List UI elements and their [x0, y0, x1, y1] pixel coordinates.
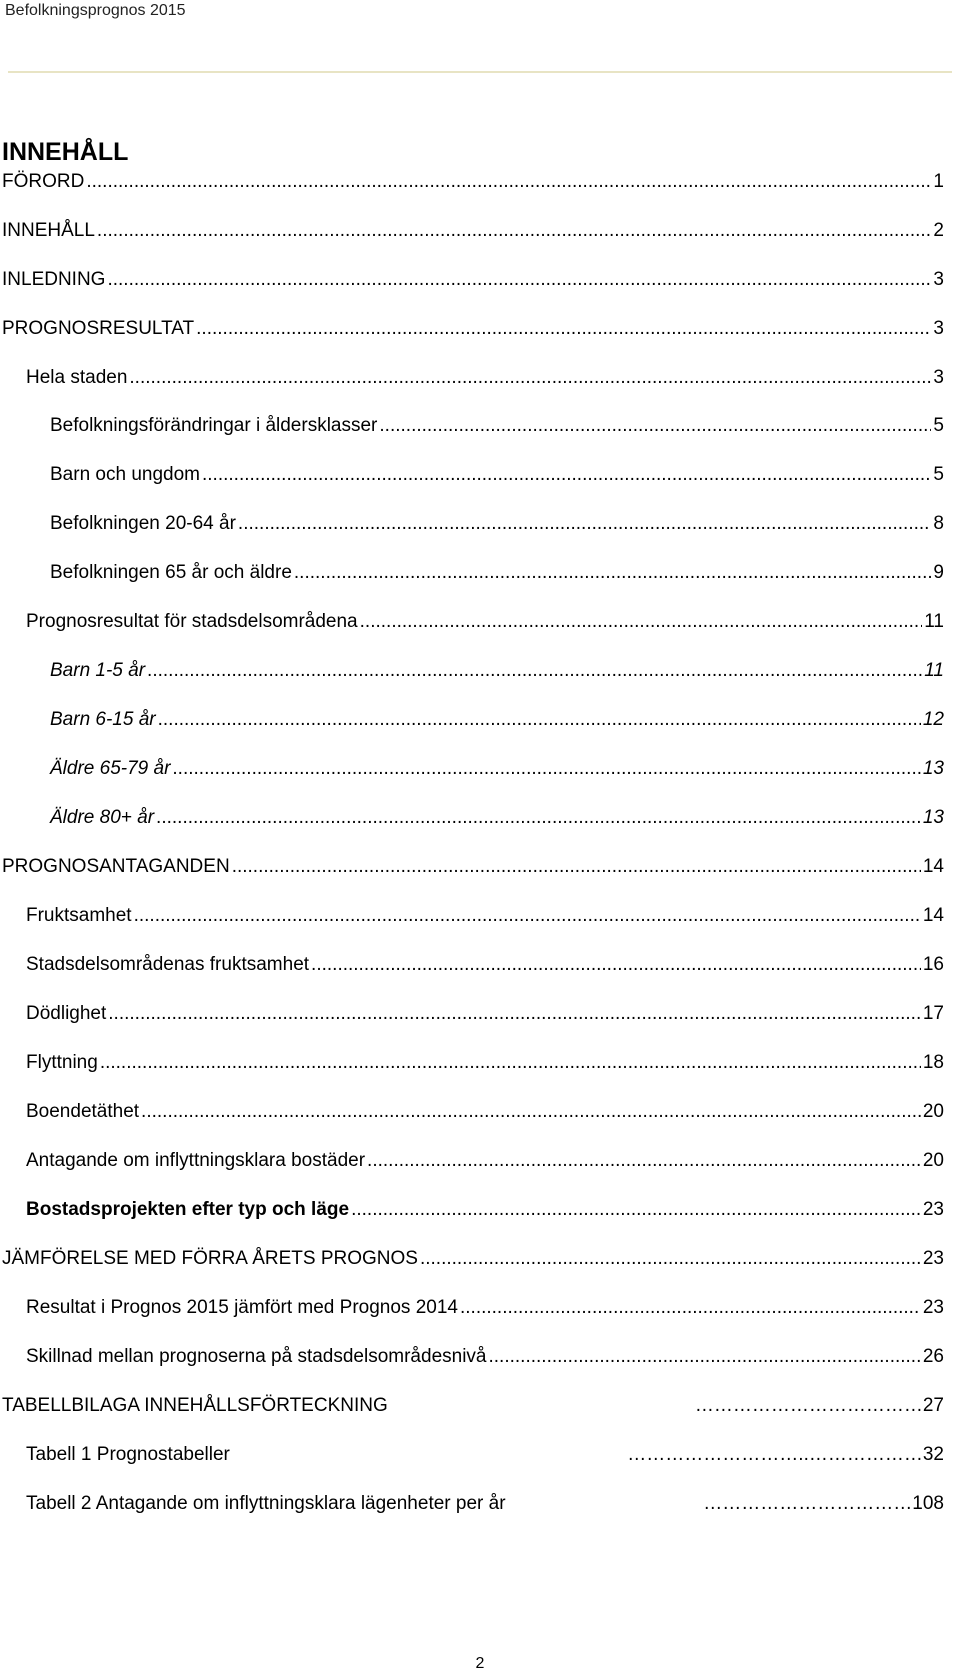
toc-entry[interactable] [26, 1443, 944, 1467]
toc-leader [420, 1247, 921, 1271]
toc-entry-page: 5 [933, 415, 944, 436]
page-number: 2 [475, 1655, 485, 1672]
toc-leader [129, 366, 931, 390]
toc-entry-page: 18 [922, 1052, 944, 1073]
toc-leader [351, 1198, 921, 1222]
toc-entry-page: 23 [922, 1248, 944, 1269]
toc-entry-page: 12 [922, 709, 944, 730]
toc-entry-label: Barn och ungdom [50, 464, 200, 485]
toc-entry-page: 11 [924, 611, 944, 632]
toc-entry-label: Befolkningsförändringar i åldersklasser [50, 415, 378, 436]
toc-entry[interactable] [50, 708, 944, 732]
toc-entry-page: 14 [922, 856, 944, 877]
toc-entry-label: Stadsdelsområdenas fruktsamhet [26, 954, 310, 975]
header-rule [8, 71, 952, 73]
toc-entry[interactable] [26, 1002, 944, 1026]
toc-entry[interactable] [2, 219, 944, 243]
toc-entry-page: 20 [922, 1101, 944, 1122]
toc-leader [360, 610, 923, 634]
toc-leader [379, 414, 931, 438]
toc-entry[interactable] [2, 1247, 944, 1271]
toc-leader [86, 170, 931, 194]
toc-entry-page: 1 [933, 171, 944, 192]
toc-entry-page: 3 [933, 318, 944, 339]
toc-leader: ……………………………… [694, 1395, 923, 1416]
toc-leader [158, 708, 921, 732]
toc-entry[interactable] [26, 610, 944, 634]
running-header: Befolkningsprognos 2015 [5, 2, 186, 19]
toc-entry-label: Boendetäthet [26, 1101, 140, 1122]
toc-entry-label: Befolkningen 20-64 år [50, 513, 236, 534]
toc-leader [172, 757, 920, 781]
toc-entry-label: Antagande om inflyttningsklara bostäder [26, 1150, 366, 1171]
toc-entry[interactable] [2, 268, 944, 292]
toc-entry-page: 8 [933, 513, 944, 534]
toc-entry[interactable] [26, 1345, 944, 1369]
toc-leader [97, 219, 932, 243]
toc-entry-label: Resultat i Prognos 2015 jämfört med Prognos 2014 [26, 1297, 458, 1318]
toc-entry-label: INLEDNING [2, 269, 106, 290]
toc-leader [489, 1345, 921, 1369]
toc-entry[interactable] [2, 855, 944, 879]
toc-entry-label: Barn 1-5 år [50, 660, 146, 681]
toc-entry-label: Äldre 80+ år [50, 807, 155, 828]
toc-leader [141, 1100, 921, 1124]
toc-entry[interactable] [50, 806, 944, 830]
toc-entry[interactable] [26, 953, 944, 977]
toc-entry[interactable] [50, 659, 944, 683]
toc-entry[interactable] [26, 1051, 944, 1075]
toc-leader [238, 512, 932, 536]
toc-entry-page: 13 [922, 758, 944, 779]
toc-entry[interactable] [2, 317, 944, 341]
toc-entry[interactable] [26, 1100, 944, 1124]
toc-leader [460, 1296, 921, 1320]
toc-entry-label: Hela staden [26, 367, 128, 388]
toc-leader [367, 1149, 921, 1173]
toc-entry-label: Tabell 2 Antagande om inflyttningsklara lägenheter per år [26, 1493, 506, 1514]
toc-entry-label: Barn 6-15 år [50, 709, 156, 730]
toc-entry[interactable] [26, 366, 944, 390]
toc-entry-label: Äldre 65-79 år [50, 758, 171, 779]
toc-entry-label: Befolkningen 65 år och äldre [50, 562, 292, 583]
toc-entry[interactable] [26, 1296, 944, 1320]
toc-leader [156, 806, 921, 830]
toc-entry[interactable] [26, 1198, 944, 1222]
toc-entry-page: 14 [922, 905, 944, 926]
toc-entry-label: Bostadsprojekten efter typ och läge [26, 1199, 350, 1220]
toc-leader: …………………………… [703, 1493, 913, 1514]
toc-entry-label: FÖRORD [2, 171, 85, 192]
toc-entry-page: 9 [933, 562, 944, 583]
toc-leader [147, 659, 922, 683]
toc-leader [294, 561, 932, 585]
toc-entry[interactable] [26, 1149, 944, 1173]
toc-entry-page: 3 [933, 367, 944, 388]
toc-title: INNEHÅLL [2, 138, 129, 166]
toc-leader [100, 1051, 921, 1075]
toc-entry-label: PROGNOSANTAGANDEN [2, 856, 230, 877]
toc-leader [311, 953, 921, 977]
toc-entry-label: TABELLBILAGA INNEHÅLLSFÖRTECKNING [2, 1395, 388, 1416]
toc-leader [196, 317, 931, 341]
toc-entry-page: 26 [922, 1346, 944, 1367]
toc-entry-page: 108 [912, 1493, 944, 1514]
toc-leader [107, 268, 931, 292]
toc-leader [108, 1002, 921, 1026]
toc-entry[interactable] [26, 904, 944, 928]
toc-entry-label: Prognosresultat för stadsdelsområdena [26, 611, 358, 632]
toc-entry[interactable] [50, 414, 944, 438]
toc-entry-label: Fruktsamhet [26, 905, 132, 926]
toc-entry-page: 13 [922, 807, 944, 828]
toc-entry-label: JÄMFÖRELSE MED FÖRRA ÅRETS PROGNOS [2, 1248, 418, 1269]
toc-entry-page: 11 [924, 660, 944, 681]
toc-entry-label: Flyttning [26, 1052, 98, 1073]
toc-entry-label: Skillnad mellan prognoserna på stadsdelsområdesnivå [26, 1346, 487, 1367]
toc-entry-label: Tabell 1 Prognostabeller [26, 1444, 230, 1465]
toc-entry[interactable] [2, 170, 944, 194]
toc-entry-page: 32 [922, 1444, 944, 1465]
toc-entry-label: Dödlighet [26, 1003, 107, 1024]
toc-entry[interactable] [2, 1394, 944, 1418]
toc-entry[interactable] [50, 757, 944, 781]
toc-entry-page: 23 [922, 1297, 944, 1318]
toc-entry-page: 20 [922, 1150, 944, 1171]
toc-entry-page: 16 [922, 954, 944, 975]
toc-leader [202, 463, 931, 487]
toc-entry-label: PROGNOSRESULTAT [2, 318, 195, 339]
toc-entry-label: INNEHÅLL [2, 220, 95, 241]
toc-entry[interactable] [50, 512, 944, 536]
toc-entry[interactable] [50, 463, 944, 487]
toc-entry-page: 17 [922, 1003, 944, 1024]
toc-entry-page: 23 [922, 1199, 944, 1220]
toc-entry-page: 3 [933, 269, 944, 290]
toc-entry-page: 2 [933, 220, 944, 241]
toc-leader [134, 904, 921, 928]
toc-entry[interactable] [50, 561, 944, 585]
toc-leader: ………………………..……………… [627, 1444, 923, 1465]
toc-entry-page: 27 [922, 1395, 944, 1416]
toc-entry[interactable] [26, 1492, 944, 1516]
toc-leader [232, 855, 921, 879]
toc-entry-page: 5 [933, 464, 944, 485]
